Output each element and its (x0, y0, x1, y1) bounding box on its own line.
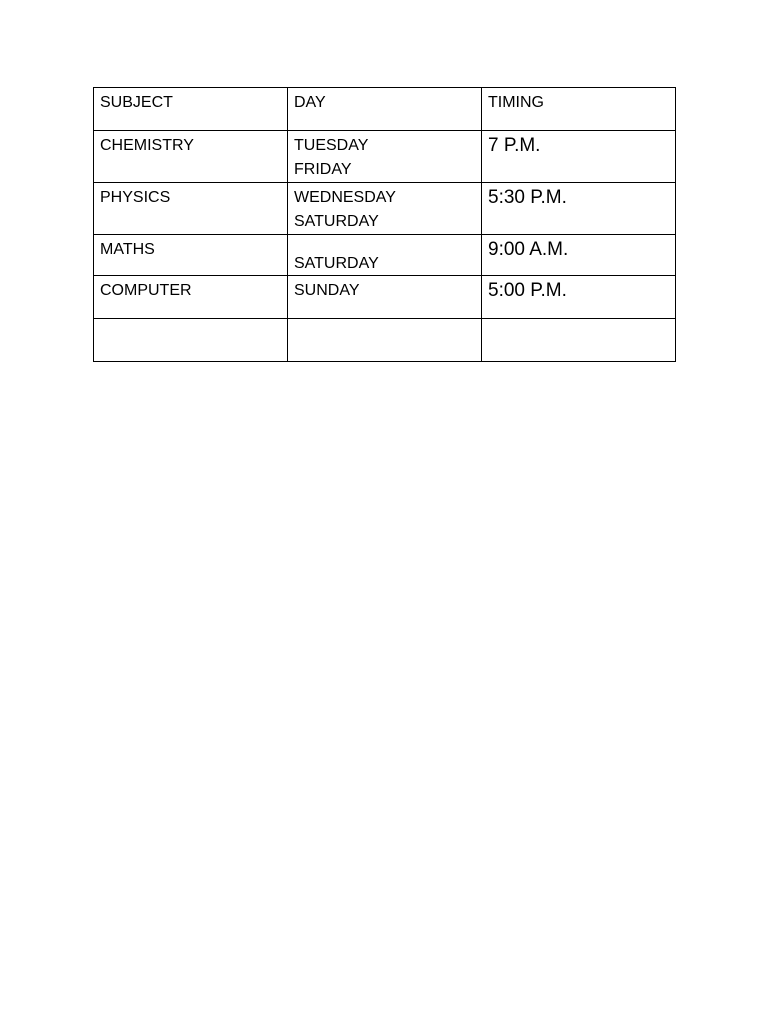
header-subject: SUBJECT (94, 88, 288, 131)
table-row (94, 319, 676, 362)
header-timing: TIMING (482, 88, 676, 131)
day-line: SATURDAY (294, 255, 379, 272)
cell-timing: 7 P.M. (482, 131, 676, 183)
day-line: WEDNESDAY (294, 189, 396, 206)
timetable (93, 87, 676, 362)
cell-timing: 5:30 P.M. (482, 183, 676, 235)
cell-day (288, 276, 482, 319)
cell-subject (94, 319, 288, 362)
cell-day (288, 235, 482, 276)
cell-subject: PHYSICS (94, 183, 288, 235)
cell-subject: MATHS (94, 235, 288, 276)
table-row (94, 235, 676, 276)
day-line: FRIDAY (294, 161, 352, 178)
table-row (94, 131, 676, 183)
cell-timing (482, 319, 676, 362)
header-day: DAY (288, 88, 482, 131)
day-line (294, 238, 475, 254)
cell-day (288, 131, 482, 183)
cell-timing: 5:00 P.M. (482, 276, 676, 319)
cell-subject: CHEMISTRY (94, 131, 288, 183)
cell-timing: 9:00 A.M. (482, 235, 676, 276)
day-line: TUESDAY (294, 137, 369, 154)
day-line: SUNDAY (294, 282, 360, 299)
table-row (94, 183, 676, 235)
cell-day (288, 183, 482, 235)
table-row (94, 276, 676, 319)
table-header-row (94, 88, 676, 131)
day-line: SATURDAY (294, 213, 379, 230)
cell-day (288, 319, 482, 362)
cell-subject: COMPUTER (94, 276, 288, 319)
